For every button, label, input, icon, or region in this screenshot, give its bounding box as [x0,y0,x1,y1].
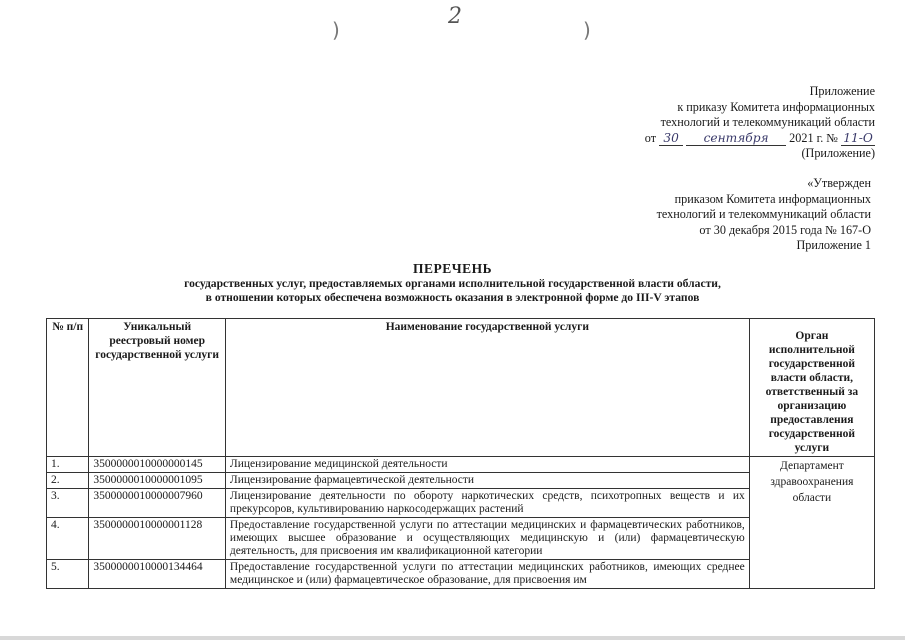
handwritten-number: 11-О [841,132,875,146]
row-code: 3500000010000000145 [89,457,226,473]
appendix-line: технологий и телекоммуникаций области [660,115,875,129]
row-code: 3500000010000001095 [89,473,226,489]
row-name: Предоставление государственной услуги по аттестации медицинских работников, имеющих среднее медицинское и (или) фармацевтическое образование, для присвоения им [225,560,749,589]
punch-hole-left: ) [332,18,340,42]
row-num: 3. [47,489,89,518]
approved-line: «Утвержден [807,176,871,190]
row-num: 1. [47,457,89,473]
document-title [0,261,905,305]
appendix-block [575,84,875,162]
table-header-row [47,319,875,457]
title-subtitle: государственных услуг, предоставляемых органами исполнительной государственной власти области, [184,277,721,290]
page-number: 2 [448,4,462,29]
approved-line: от 30 декабря 2015 года № 167-О [699,222,871,237]
appendix-date-line [575,131,875,147]
appendix-line: к приказу Комитета информационных [677,99,875,114]
approved-line: технологий и телекоммуникаций области [656,207,871,221]
approved-block [571,176,871,254]
services-table [46,318,875,589]
row-name: Предоставление государственной услуги по аттестации медицинских и фармацевтических работников, имеющих высшее образование и осуществляющих медицинскую и (или) фармацевтическую деятельность, для присвоения им квалификационной категории [225,518,749,560]
row-code: 3500000010000007960 [89,489,226,518]
header-code: Уникальный реестровый номер государственной услуги [89,319,226,457]
row-name: Лицензирование деятельности по обороту наркотических средств, психотропных веществ и их прекурсоров, культивированию наркосодержащих растений [225,489,749,518]
date-prefix: от [644,130,657,145]
row-code: 3500000010000001128 [89,518,226,560]
appendix-line: (Приложение) [801,146,875,160]
appendix-line: Приложение [809,84,875,98]
handwritten-month: сентября [686,132,786,146]
row-org: Департамент здравоохранения области [749,457,874,589]
header-org: Орган исполнительной государственной власти области, ответственный за организацию предоставления государственной услуги [749,319,874,457]
handwritten-day: 30 [659,132,683,146]
title-subtitle: в отношении которых обеспечена возможность оказания в электронной форме до III-V этапов [205,291,700,304]
approved-line: Приложение 1 [796,238,871,252]
row-name: Лицензирование медицинской деятельности [225,457,749,473]
punch-hole-right: ) [583,18,591,42]
header-num: № п/п [47,319,89,457]
row-num: 4. [47,518,89,560]
table-row [47,457,875,473]
header-name: Наименование государственной услуги [225,319,749,457]
approved-line: приказом Комитета информационных [674,191,871,206]
row-code: 3500000010000134464 [89,560,226,589]
row-num: 2. [47,473,89,489]
title-heading: ПЕРЕЧЕНЬ [412,261,493,276]
date-year: 2021 г. № [789,130,838,145]
row-name: Лицензирование фармацевтической деятельности [225,473,749,489]
row-num: 5. [47,560,89,589]
scan-edge [0,636,905,640]
